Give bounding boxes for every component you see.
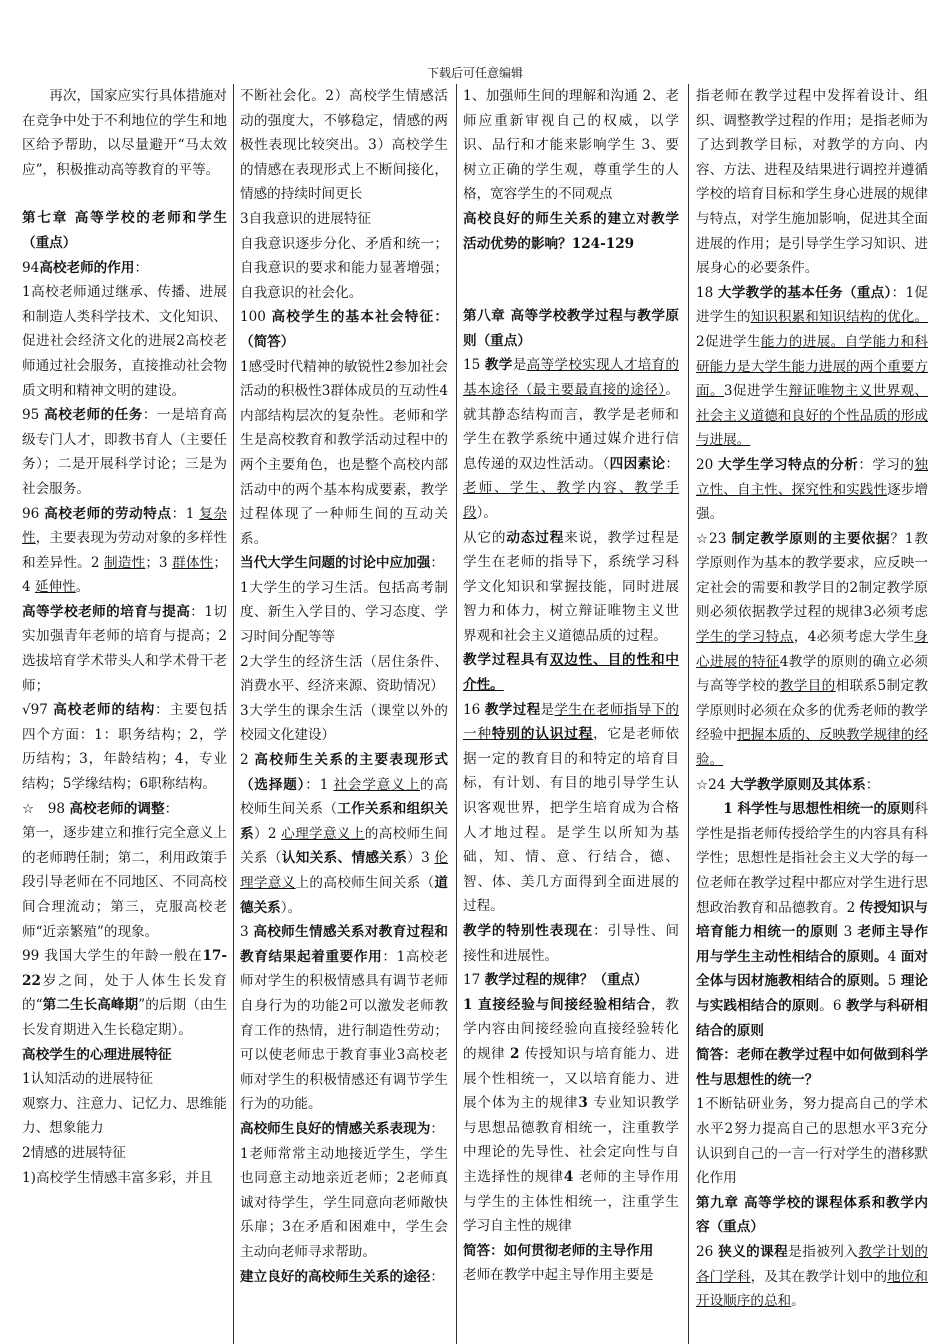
text-run: 2大学生的经济生活（居住条件、消费水平、经济来源、资助情况） [240,653,448,695]
text-run: 双边性、目的性和中介性。 [463,652,679,694]
column-divider [688,84,689,1344]
column-1 [22,84,227,1344]
text-run: 传授知识与培育能力相统一的原则 [696,899,928,941]
text-run: 100 [240,309,272,326]
paragraph [240,551,448,576]
paragraph [463,1239,679,1264]
text-run: 群体性 [172,554,214,571]
paragraph [240,650,448,699]
text-run: 5 [887,973,901,990]
text-run: 学生在老师指导下的一种 [463,701,679,743]
text-run: 3大学生的课余生活（课堂以外的校园文化建设） [240,702,448,744]
text-run: 大学生学习特点的分析 [718,456,859,473]
text-run: 26 [696,1243,719,1260]
paragraph [240,1265,448,1290]
text-run: 2情感的进展特征 [22,1144,126,1161]
text-run: 第二生长高峰期 [42,997,139,1014]
paragraph [696,773,928,798]
text-run: 建立良好的高校师生关系的途径 [240,1268,431,1285]
paragraph [240,84,448,207]
paragraph [463,304,679,353]
text-run: ，它是老师依据一定的教育目的和特定的培育目标，有计划、有目的地引导学生认识客观世界，把学生培育成为合格人才地过程。是学生以所知为基础，知、情、意、行结合，德、智、体、美几方面得到全面进展的过程。 [463,726,679,915]
text-run: 。6 [819,997,846,1014]
text-run: ？1教学原则作为基本的教学要求，应反映一定社会的需要和教学目的2制定教学原则必须依据教学过程的规律3必须考虑 [696,530,928,621]
text-run: 教学的特别性表现在 [463,923,594,939]
text-run: 。 [791,1293,805,1310]
text-run: 能力的进展。自学能力和科研能力是大学生能力进展的两个重要方面。 [696,333,928,400]
text-run: 伦理学意义 [240,850,448,891]
text-run: 老师主导作用与学生主动性相结合的原则。 [696,924,928,965]
text-run: 高校老师的劳动特点 [44,505,172,522]
text-run: 教学目的 [779,678,836,695]
text-run: ：学习的 [858,456,915,473]
paragraph [240,576,448,650]
text-run: 94 [22,259,40,276]
text-run: ”的后期（由生长发育期进入生长稳定期）。 [22,997,227,1038]
paragraph [22,944,227,1042]
text-run: 高校师生良好的情感关系表现为 [240,1120,431,1137]
text-run: 1认知活动的进展特征 [22,1071,153,1088]
text-run: ，主要表现为劳动对象的多样性和差异性。2 [22,530,227,571]
text-run: ）2 [253,825,282,842]
text-run: ☆24 [696,776,730,793]
paragraph [696,1240,928,1314]
paragraph [463,968,679,993]
text-run: 是 [512,357,527,374]
text-run: 4教学的原则的确立必须与高等学校的 [696,653,928,695]
text-run: 3 [838,924,858,941]
paragraph [240,305,448,354]
text-run: 学生的学习特点 [696,629,794,646]
paragraph [22,256,227,281]
text-run: 1大学生的学习生活。包括高考制度、新生入学目的、学习态度、学习时间分配等等 [240,579,448,646]
text-run: 1高校老师通过继承、传播、进展和制造人类科学技术、文化知识、促进社会经济文化的进展2高校老师通过社会服务，直接推动社会物质文明和精神文明的建设。 [22,284,227,399]
text-run: 动态过程 [506,529,565,546]
text-run: ： [164,800,179,817]
paragraph [696,453,928,527]
text-run: 1)高校学生情感丰富多彩，并且 [22,1169,213,1186]
text-run: 16 [463,701,485,718]
paragraph [240,748,448,920]
text-run: 18 [696,284,718,301]
paragraph [696,1092,928,1190]
text-run: 工作关系和组织关系 [240,801,448,842]
blank-line [463,280,679,304]
text-run: ？（重点） [579,972,648,989]
text-run: 高校老师的调整 [69,800,165,817]
text-run: 从它的 [463,529,507,546]
text-run: ：引导性、间接性和进展性。 [463,923,679,964]
text-run: 传授知识与培育能力、进展个性相统一，又以培育能力、进展个体为主的规律 [463,1045,679,1112]
text-run: 独立性、自主性、探究性和实践性 [696,456,928,498]
text-run: 。就其静态结构而言，教学是老师和学生在教学系统中通过媒介进行信息传递的双边性活动。（ [463,381,679,472]
text-run: ：主要包括四个方面：1：职务结构；2，学历结构；3，年龄结构；4，专业结构；5学缘结构；6职称结构。 [22,702,227,793]
text-run: 逐步增强。 [696,481,928,523]
text-run: 大学教学的基本任务（重点） [717,284,892,301]
text-run: 2 [510,1045,525,1062]
text-run: 17-22 [22,948,227,989]
text-run: 教学计划的各门学科 [696,1243,928,1285]
text-run: 的高校师生间关系（ [240,776,448,818]
paragraph [696,281,928,453]
text-run: 。 [75,579,90,596]
text-run: 特别的认识过程 [491,726,594,743]
text-run: 复杂性 [22,505,227,547]
text-run: 再次，国家应实行具体措施对在竞争中处于不利地位的学生和地区给予帮助，以尽量避开“马太效应”，积极推动高等教育的平等。 [22,88,227,178]
text-run: 上的高校师生间关系（ [295,875,435,891]
text-run: 岁之间，处于人体生长发育的“ [22,972,227,1014]
text-run: 1、加强师生间的理解和沟通 2、老师应重新审视自己的权威，以学识、品行和才能来影响学生 3、要树立正确的学生观，尊重学生的人格，宽容学生的不同观点 [463,88,679,203]
blank-line [22,182,227,206]
paragraph [22,502,227,600]
text-run: 4 [563,1168,579,1185]
column-4 [696,84,928,1344]
text-run: 老师的主导作用与学生的主体性相统一，注重学生学习自主性的规律 [463,1168,679,1235]
text-run: 99 我国大学生的年龄一般在 [22,948,203,965]
text-run: ）。 [280,899,302,916]
paragraph [463,993,679,1239]
paragraph [463,698,679,919]
paragraph [22,1141,227,1166]
text-run: 高校学生的心理进展特征 [22,1046,172,1063]
text-run: ： [430,555,444,572]
text-run: 高校老师的结构 [53,702,156,719]
text-run: 1不断钻研业务，努力提高自己的学术水平2努力提高自己的思想水平3充分认识到自己的一言一行对学生的潜移默化作用 [696,1096,928,1187]
text-run: ： [865,776,880,793]
text-run: ☆23 [696,530,732,547]
text-run: 17 [463,972,485,989]
text-run: 狭义的课程 [718,1243,789,1260]
text-run: 95 [22,407,45,424]
text-run: ：（简答） [240,309,448,350]
text-run: 2促进学生 [696,333,761,350]
paragraph [22,1043,227,1068]
paragraph [696,797,928,1043]
text-run: 的高校师生间关系（ [240,825,448,867]
paragraph [240,207,448,232]
paragraph [22,797,227,822]
column-2 [240,84,448,1344]
text-run: 知识积累和知识结构的优化。 [750,309,928,326]
paragraph [22,698,227,796]
text-run: ，4必须考虑大学生 [793,629,915,646]
text-run: 心理学意义上 [281,825,365,842]
text-run: 3促进学生 [723,383,789,400]
text-run: 4 [887,948,901,965]
text-run: 面对全体与因材施教相结合的原则。 [696,948,928,990]
text-run: 科学性与思想性相统一的原则 [737,801,915,818]
text-run: 高等学校老师的培育与提高 [22,603,191,620]
text-run: 来说，教学过程是学生在老师的指导下，系统学习科学文化知识和掌握技能，同时进展智力和体力，树立辩证唯物主义世界观和社会主义道德品质的过程。 [463,529,679,644]
text-run: 高校学生的基本社会特征 [271,309,435,326]
paragraph [463,207,679,256]
text-run: ： [134,259,149,276]
text-run: ；3 [145,554,173,571]
text-run: 科学性是指老师传授给学生的内容具有科学性；思想性是指社会主义大学的每一位老师在教学过程中都应对学生进行思想政治教育和品德教育。2 [696,801,928,916]
text-run: 指老师在教学过程中发挥着设计、组织、调整教学过程的作用；是指老师为了达到教学目标，对教学的方向、内容、方法、进程及结果进行调控并遵循学校的培育目标和学生身心进展的规律与特点，对学生施加影响，促进其全面进展的作用；是引导学生学习知识、进展身心的必要条件。 [696,88,928,277]
paragraph [463,353,679,525]
paragraph [463,84,679,207]
text-run: 第九章 高等学校的课程体系和教学内容（重点） [696,1194,928,1236]
text-run: 延伸性 [34,579,76,596]
text-run: 把握本质的、反映教学规律的经验。 [696,727,928,769]
text-run: ： [430,1268,444,1285]
paragraph [22,84,227,182]
text-run: √97 [22,702,54,719]
text-run: 地位和开设顺序的总和 [696,1268,928,1310]
text-run: 是 [540,701,555,718]
text-run: 高校老师的任务 [44,407,143,424]
paragraph [696,84,928,281]
paragraph [463,648,679,697]
text-run: 高等学校实现人才培育的基本途径（最主要最直接的途径） [463,357,679,398]
text-run: 3 [240,924,254,941]
text-run: 老师在教学中起主导作用主要是 [463,1267,654,1284]
paragraph [463,526,679,649]
text-run: 高校师生关系的主要表现形式（选择题） [240,752,448,793]
text-run: ：1促进学生的 [696,284,928,326]
text-run: 专业知识教学与思想品德教育相统一，注重教学中理论的先导性、社会定向性与自主选择性的规律 [463,1095,679,1185]
text-run: 当代大学生问题的讨论中应加强 [240,555,431,572]
text-run: 1 [463,996,479,1013]
paragraph [696,1043,928,1092]
paragraph [696,527,928,773]
text-run: ：一是培育高级专门人才，即教书育人（主要任务）；二是开展科学讨论；三是为社会服务。 [22,407,227,497]
text-run: 辩证唯物主义世界观、社会主义道德和良好的个性品质的形成与进展。 [696,383,928,449]
paragraph [22,403,227,501]
text-run: ： [665,455,679,472]
text-run: 1 [696,801,738,818]
paragraph [240,920,448,1117]
paragraph [696,1191,928,1240]
text-run: 自我意识逐步分化、矛盾和统一；自我意识的要求和能力显著增强；自我意识的社会化。 [240,235,448,301]
column-3 [463,84,679,1344]
paragraph [240,699,448,748]
text-run: 相联系5制定教学原则时必须在众多的优秀老师的教学经验中 [696,678,928,744]
text-run: 道德关系 [240,875,448,916]
paragraph [22,600,227,698]
text-run: ）。 [476,504,497,521]
column-divider [233,84,234,1344]
text-run: ，及其在教学计划中的 [750,1268,888,1285]
text-run: ：1 [171,505,200,522]
text-run: 2 [240,752,255,769]
text-run: ☆ 98 [22,800,70,817]
text-run: 1感受时代精神的敏锐性2参加社会活动的积极性3群体成员的互动性4内部结构层次的复杂性。老师和学生是高校教育和教学活动过程中的两个主要角色，也是整个高校内部活动中的两个基本构成要素，教学过程体现了一种师生间的互动关系。 [240,358,448,547]
text-run: ：1高校老师对学生的积极情感具有调节老师自身行为的功能2可以激发老师教育工作的热情，进行制造性劳动；可以使老师忠于教育事业3高校老师对学生的积极情感还有调节学生行为的功能。 [240,948,448,1113]
paragraph [22,206,227,255]
paragraph [240,1117,448,1142]
text-run: 高校良好的师生关系的建立对教学活动优势的影响？124-129 [463,210,679,252]
text-run: 3 [578,1095,594,1112]
paragraph [240,355,448,552]
text-run: 直接经验与间接经验相结合 [478,996,651,1013]
paragraph [22,1092,227,1141]
text-run: 第八章 高等学校教学过程与教学原则（重点） [463,308,679,349]
text-run: 高校师生情感关系对教育过程和教育结果起着重要作用 [240,924,448,965]
text-run: 观察力、注意力、记忆力、思维能力、想象能力 [22,1095,227,1137]
paragraph [240,1142,448,1265]
text-run: 96 [22,505,45,522]
text-run: ；4 [22,554,227,596]
paragraph [22,1067,227,1092]
text-run: 认知关系、情感关系 [281,850,408,867]
text-run: 不断社会化。2）高校学生情感活动的强度大，不够稳定，情感的两极性表现比较突出。3）高校学生的情感在表现形式上不断间接化，情感的持续时间更长 [240,88,448,203]
paragraph [22,821,227,944]
text-run: 教学过程 [484,701,541,718]
text-run: 教学过程具有 [463,652,550,669]
text-run: 教学过程的规律 [484,972,580,989]
text-run: 老师、学生、教学内容、教学手段 [463,480,679,521]
paragraph [22,1166,227,1191]
blank-line [463,256,679,280]
text-run: 四因素论 [609,455,666,472]
paragraph [240,232,448,306]
text-run: ：1 [305,776,334,793]
text-run: 简答：老师在教学过程中如何做到科学性与思想性的统一？ [696,1047,928,1088]
text-run: 3自我意识的进展特征 [240,210,371,227]
text-run: 理论与实践相结合的原则 [696,973,928,1014]
text-run: 教学与科研相结合的原则 [696,997,928,1039]
column-divider [456,84,457,1344]
page-header: 下载后可任意编辑 [426,66,523,80]
text-run: 制定教学原则的主要依据 [731,530,891,547]
text-run: 社会学意义上 [333,776,420,793]
text-run: 高校老师的作用 [39,259,135,276]
text-run: 身心进展的特征 [696,629,928,670]
text-run: 第一，逐步建立和推行完全意义上的老师聘任制；第二，利用政策手段引导老师在不同地区、不同高校间合理流动；第三，克服高校老师“近亲繁殖”的现象。 [22,825,227,940]
text-run: ，教学内容由间接经验向直接经验转化的规律 [463,996,679,1062]
text-run: ： [430,1120,444,1137]
text-run: ：1切实加强青年老师的培育与提高；2选拔培育学术带头人和学术骨干老师； [22,603,227,694]
text-run: 制造性 [104,554,146,571]
text-run: 第七章 高等学校的老师和学生（重点） [22,210,227,251]
text-run: 20 [696,456,719,473]
text-run: 大学教学原则及其体系 [729,776,866,793]
text-run: 教学 [484,357,513,374]
paragraph [463,1263,679,1288]
text-run: 是指被列入 [788,1243,859,1260]
paragraph [463,919,679,968]
text-run: ）3 [407,850,435,867]
paragraph [22,280,227,403]
text-run: 简答：如何贯彻老师的主导作用 [463,1242,654,1259]
text-run: 1老师常常主动地接近学生，学生也同意主动地亲近老师；2老师真诚对待学生，学生同意向老师敞快乐扉；3在矛盾和困难中，学生会主动向老师寻求帮助。 [240,1145,448,1260]
text-run: 15 [463,357,485,374]
